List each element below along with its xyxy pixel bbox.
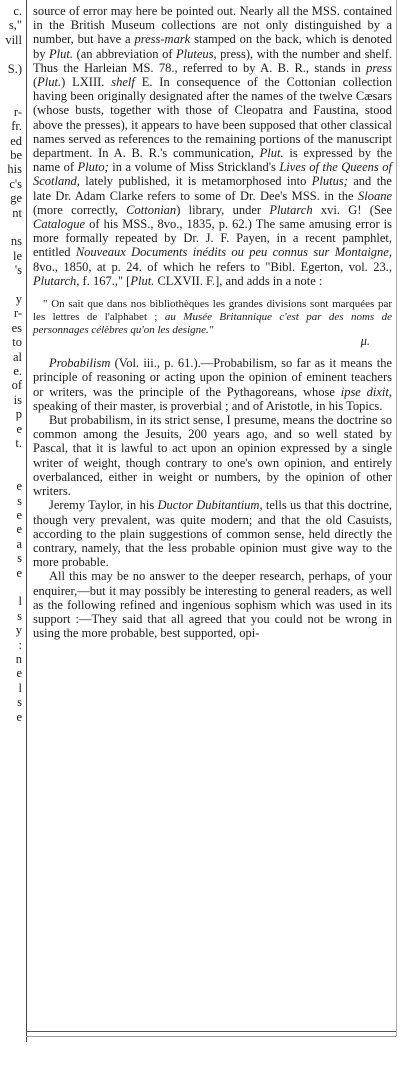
left-fragment: 's <box>14 263 22 278</box>
left-fragment: r- <box>13 306 22 321</box>
left-fragment: vill <box>5 32 22 47</box>
paragraph-all-this: All this may be no answer to the deeper research, perhaps, of your enquirer,—but it may possibly be interesting to general readers, as well as the following refined and ingenious sophism which was used in its support :—They said that all agreed that you could not be wrong in using the more probable, best supported, opi- <box>33 569 392 641</box>
left-fragment: s <box>17 695 22 710</box>
left-fragment: n <box>15 652 22 666</box>
left-fragment: ns <box>10 234 22 249</box>
paragraph-probabilism: Probabilism (Vol. iii., p. 61.).—Probabilism, so far as it means the principle of reasoning or acting upon the opinion of eminent teachers or writers, was the principle of the Pythagoreans, whose ipse dixit, speaking of their master, is proverbial ; and of Aristotle, in his Topics. <box>33 356 392 413</box>
left-fragment: e. <box>13 364 22 378</box>
signature-mu: μ. <box>360 334 370 349</box>
left-fragment: is <box>13 392 22 407</box>
left-fragment: le <box>12 248 22 263</box>
left-fragment: nt <box>12 205 22 220</box>
left-fragment: a <box>16 536 22 551</box>
left-fragment: e <box>16 709 22 724</box>
left-fragment: s <box>17 551 22 566</box>
left-fragment: ed <box>10 133 22 148</box>
left-fragment: e <box>16 508 22 522</box>
left-fragment: his <box>7 162 22 177</box>
left-fragment: y <box>15 292 22 306</box>
left-fragment: y <box>15 623 22 638</box>
left-fragment: c. <box>13 4 22 18</box>
left-fragment: al <box>12 349 22 364</box>
bottom-rule <box>26 1031 396 1032</box>
bottom-rule-lower <box>26 1036 396 1037</box>
left-fragment: : <box>18 637 22 652</box>
left-fragment: s," <box>8 18 22 33</box>
paragraph-press-marks: source of error may here be pointed out. Nearly all the MSS. contained in the British Museum collections are not only distinguished by a number, but have a press-mark stamped on the back, which is denoted by Plut. (an abbreviation of Pluteus, press), with the number and shelf. Thus the Harleian MS. 78., referred to by A. B. R., stands in press (Plut.) LXIII. shelf E. In consequence of the Cottonian collection having been originally designated after the names of the twelve Cæsars (whose busts, together with those of Cleopatra and Faustina, stood above the presses), it appears to have been supposed that other classical names served as references to the remaining portions of the manuscript department. In A. B. R.'s communication, Plut. is expressed by the name of Pluto; in a volume of Miss Strickland's Lives of the Queens of Scotland, lately published, it is metamorphosed into Plutus; and the late Dr. Adam Clarke refers to some of Dr. Dee's MSS. in the Sloane (more correctly, Cottonian) library, under Plutarch xvi. G! (See Catalogue of his MSS., 8vo., 1835, p. 62.) The same amusing error is more formally repeated by Dr. J. F. Payen, in a recent pamphlet, entitled Nouveaux Documents inédits ou peu connus sur Montaigne, 8vo., 1850, at p. 24. of which he refers to "Bibl. Egerton, vol. 23., Plutarch, f. 167.," [Plut. CLXVII. F.], and adds in a note : <box>33 4 393 288</box>
left-fragment: e <box>16 666 22 681</box>
column-divider <box>26 0 27 1042</box>
left-fragment: to <box>12 335 22 350</box>
spacer <box>33 348 392 356</box>
left-fragment: l <box>18 680 22 695</box>
left-column-fragments <box>0 0 22 1035</box>
left-fragment: e <box>16 479 22 494</box>
left-fragment: S.) <box>7 61 22 76</box>
left-fragment: r- <box>13 104 22 119</box>
left-fragment: e <box>16 421 22 436</box>
left-fragment: e <box>16 522 22 537</box>
left-fragment: s <box>17 493 22 508</box>
paragraph-jeremy-taylor: Jeremy Taylor, in his Ductor Dubitantium, tells us that this doctrine, though very prevalent, was quite modern; and that the old Casuists, according to the plain suggestions of common sense, held directly the contrary, namely, that the less probable opinion must give way to the more probable. <box>33 498 392 570</box>
left-fragment: e <box>16 565 22 580</box>
paragraph-strict-sense: But probabilism, in its strict sense, I presume, means the doctrine so common among the Jesuits, 200 years ago, and so well stated by Pascal, that it is lawful to act upon an opinion expressed by a single writer of weight, though contrary to one's own opinion, and entirely overbalanced, either in weight or numbers, by the opinion of other writers. <box>33 413 392 499</box>
left-fragment: be <box>10 148 22 162</box>
left-fragment: es <box>11 320 22 335</box>
right-edge-rule <box>396 0 397 1036</box>
left-fragment: s <box>17 608 22 623</box>
french-quotation: " On sait que dans nos bibliothèques les grandes divisions sont marquées par les lettres de l'alphabet ; au Musée Britannique c'est par des noms de personnages célèbres qu'on les designe." <box>33 298 392 337</box>
left-fragment: t. <box>15 436 22 450</box>
main-column <box>33 4 392 640</box>
left-fragment: of <box>11 378 22 393</box>
left-fragment: p <box>15 407 22 422</box>
left-fragment: fr. <box>11 119 22 134</box>
left-fragment: l <box>18 594 22 609</box>
left-fragment: ge <box>10 191 22 206</box>
left-fragment: c's <box>9 176 22 191</box>
